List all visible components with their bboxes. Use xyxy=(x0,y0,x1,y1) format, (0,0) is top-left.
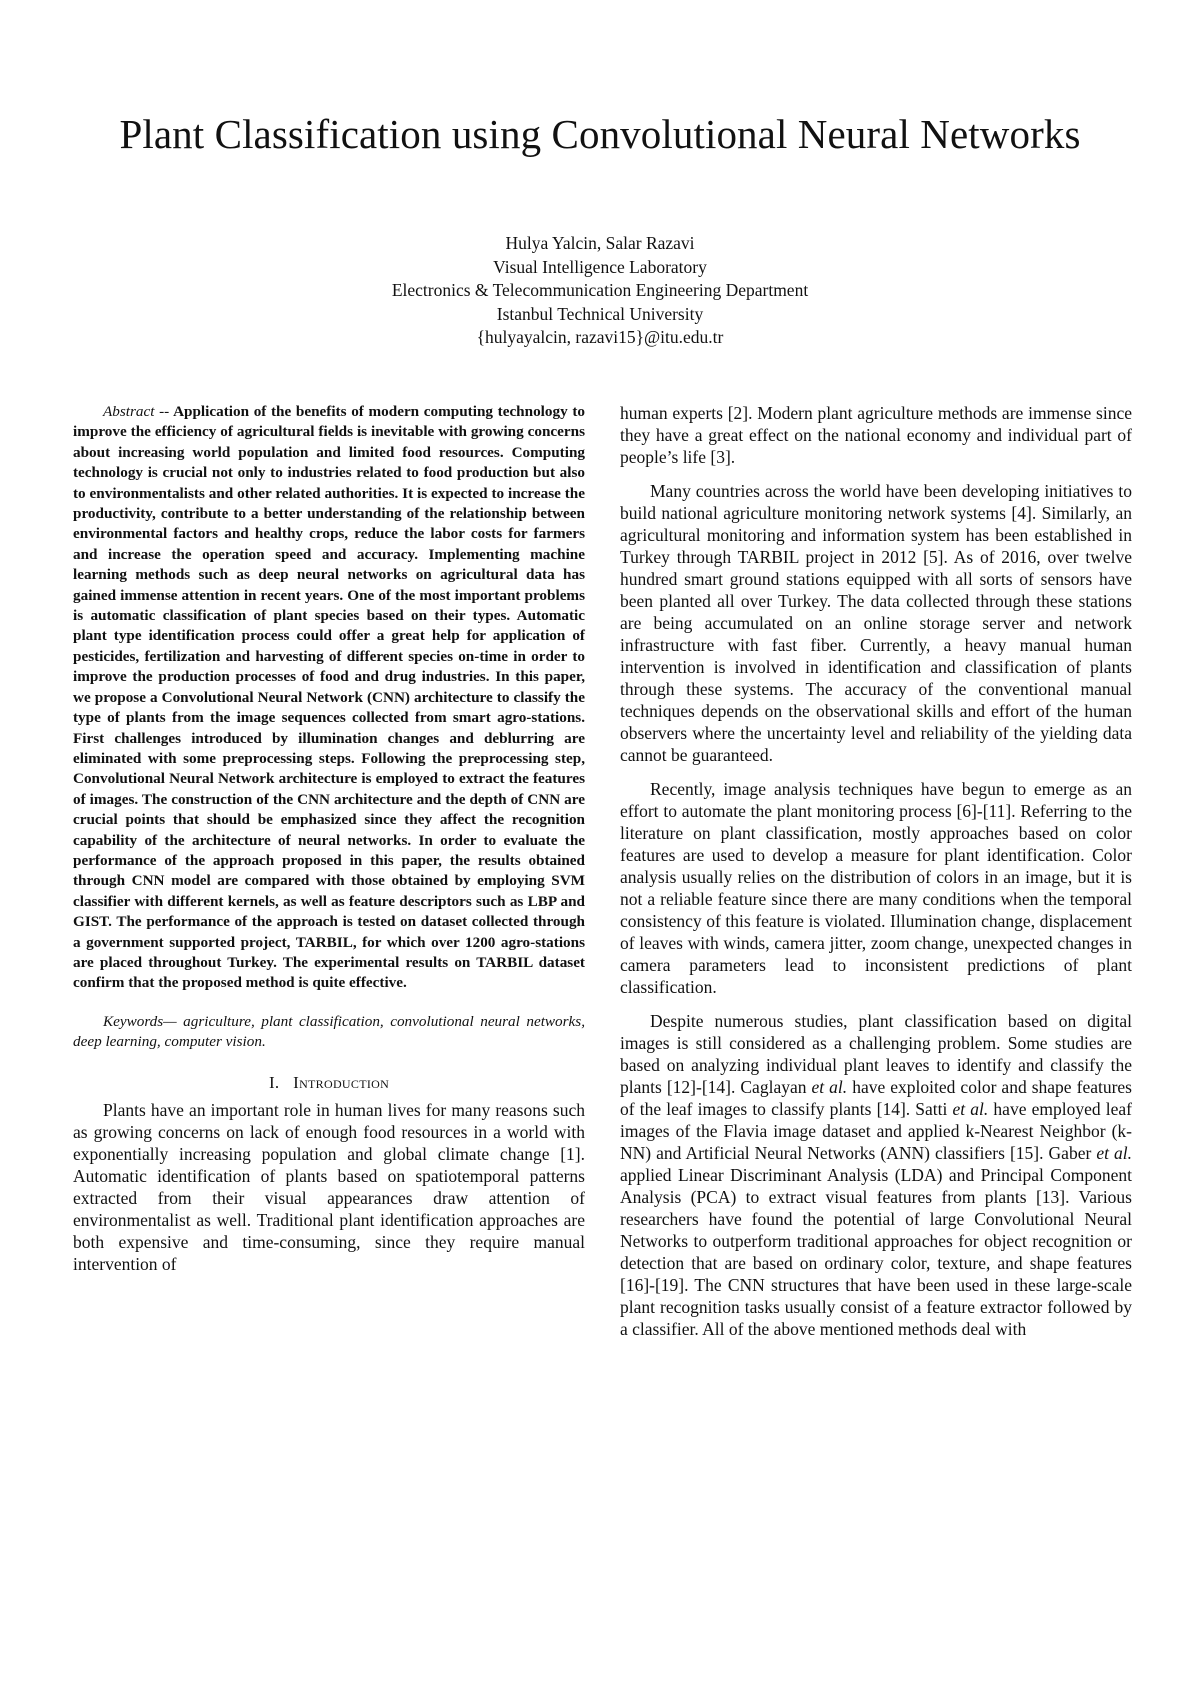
p4-etal-1: et al. xyxy=(811,1077,848,1097)
abstract xyxy=(73,402,585,994)
intro-paragraph-continued: human experts [2]. Modern plant agriculture methods are immense since they have a great effect on the national economy and individual part of people’s life [3]. xyxy=(620,403,1132,467)
keywords: Keywords— agriculture, plant classification, convolutional neural networks, deep learning, computer vision. xyxy=(73,1012,585,1051)
author-email: {hulyayalcin, razavi15}@itu.edu.tr xyxy=(476,327,724,347)
author-block xyxy=(0,232,1200,350)
p4-text-b: have exploited color and shape features of the leaf images to classify plants [14]. Satti xyxy=(620,1077,1132,1119)
p4-text-d: applied Linear Discriminant Analysis (LDA) and Principal Component Analysis (PCA) to extract visual features from plants [13]. Various researchers have found the potential of large Convolutional Neural Networks to outperform traditional approaches for object recognition or detection that are based on ordinary color, texture, and shape features [16]-[19]. The CNN structures that have been used in these large-scale plant recognition tasks usually consist of a feature extractor followed by a classifier. All of the above mentioned methods deal with xyxy=(620,1165,1132,1339)
intro-paragraph-1: Plants have an important role in human lives for many reasons such as growing concerns on lack of enough food resources in a world with exponentially increasing population and global climate change [1]. Automatic identification of plants based on spatiotemporal patterns extracted from their visual appearances draw attention of environmentalist as well. Traditional plant identification approaches are both expensive and time-consuming, since they require manual intervention of xyxy=(73,1099,585,1274)
p4-text-a: Despite numerous studies, plant classification based on digital images is still considered as a challenging problem. Some studies are based on analyzing individual plant leaves to identify and classify the plants [12]-[14]. Caglayan xyxy=(620,1011,1132,1097)
intro-paragraph-3: Recently, image analysis techniques have begun to emerge as an effort to automate the plant monitoring process [6]-[11]. Referring to the literature on plant classification, mostly approaches based on color features are used to develop a measure for plant identification. Color analysis usually relies on the distribution of colors in an image, but it is not a reliable feature since there are many conditions when the temporal consistency of this feature is violated. Illumination change, displacement of leaves with winds, camera jitter, zoom change, unexpected changes in camera parameters lead to inconsistent predictions of plant classification. xyxy=(620,779,1132,997)
paper-title: Plant Classification using Convolutional Neural Networks xyxy=(119,111,1081,157)
section-heading-introduction xyxy=(73,1073,585,1093)
p4-text-c: have employed leaf images of the Flavia image dataset and applied k-Nearest Neighbor (k-NN) and Artificial Neural Networks (ANN) classifiers [15]. Gaber xyxy=(620,1099,1132,1163)
section-title: Introduction xyxy=(293,1072,390,1092)
right-column xyxy=(620,402,1132,1340)
author-lab: Visual Intelligence Laboratory xyxy=(493,256,707,277)
author-names: Hulya Yalcin, Salar Razavi xyxy=(505,233,695,253)
intro-paragraph-2: Many countries across the world have been developing initiatives to build national agriculture monitoring network systems [4]. Similarly, an agricultural monitoring and information system has been established in Turkey through TARBIL project in 2012 [5]. As of 2016, over twelve hundred smart ground stations equipped with all sorts of sensors have been planted all over Turkey. The data collected through these stations are being accumulated on an online storage server and network infrastructure with fast fiber. Currently, a heavy manual human intervention is involved in identification and classification of plants through these systems. The accuracy of the conventional manual techniques depends on the observational skills and effort of the human observers where the uncertainty level and reliability of the yielding data cannot be guaranteed. xyxy=(620,481,1132,765)
intro-paragraph-4 xyxy=(620,1010,1132,1340)
author-university: Istanbul Technical University xyxy=(496,303,704,324)
p4-etal-2: et al. xyxy=(952,1099,989,1119)
abstract-text: Application of the benefits of modern computing technology to improve the efficiency of agricultural fields is inevitable with growing concerns about increasing world population and limited food resources. Computing technology is crucial not only to industries related to food production but also to environmentalists and other related authorities. It is expected to increase the productivity, contribute to a better understanding of the relationship between environmental factors and healthy crops, reduce the labor costs for farmers and increase the operation speed and accuracy. Implementing machine learning methods such as deep neural networks on agricultural data has gained immense attention in recent years. One of the most important problems is automatic classification of plant species based on their types. Automatic plant type identification process could offer a great help for application of pesticides, fertilization and harvesting of different species on-time in order to improve the production processes of food and drug industries. In this paper, we propose a Convolutional Neural Network (CNN) architecture to classify the type of plants from the image sequences collected from smart agro-stations. First challenges introduced by illumination changes and deblurring are eliminated with some preprocessing steps. Following the preprocessing step, Convolutional Neural Network architecture is employed to extract the features of images. The construction of the CNN architecture and the depth of CNN are crucial points that should be emphasized since they affect the recognition capability of the architecture of neural networks. In order to evaluate the performance of the approach proposed in this paper, the results obtained through CNN model are compared with those obtained by employing SVM classifier with different kernels, as well as feature descriptors such as LBP and GIST. The performance of the approach is tested on dataset collected through a government supported project, TARBIL, for which over 1200 agro-stations are placed throughout Turkey. The experimental results on TARBIL dataset confirm that the proposed method is quite effective. xyxy=(73,403,585,992)
abstract-lead: Abstract -- xyxy=(103,403,170,420)
p4-etal-3: et al. xyxy=(1096,1143,1132,1163)
author-department: Electronics & Telecommunication Engineering Department xyxy=(391,280,809,300)
left-column xyxy=(73,402,585,1275)
section-number: I. xyxy=(268,1072,280,1092)
